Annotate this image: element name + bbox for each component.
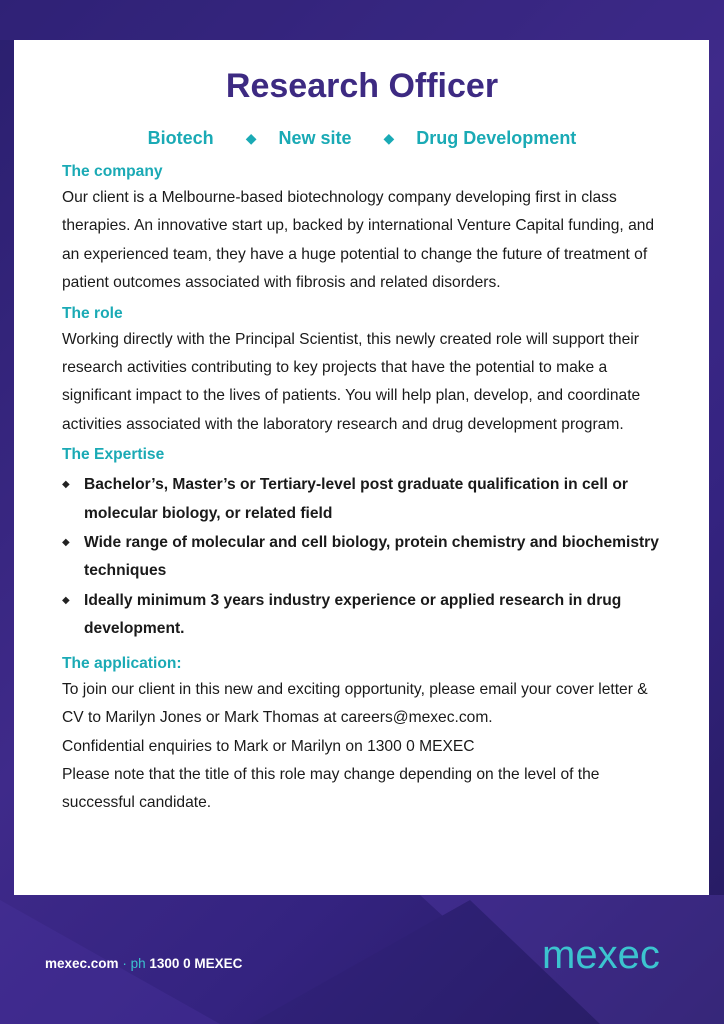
page-title: Research Officer bbox=[225, 67, 499, 105]
mexec-logo bbox=[540, 930, 680, 980]
diamond-bullet-icon: ◆ bbox=[62, 537, 70, 549]
tag-biotech: Biotech bbox=[147, 128, 214, 148]
application-enquiries: Confidential enquiries to Mark or Marilyn on 1300 0 MEXEC bbox=[62, 737, 475, 755]
diamond-separator-icon: ◆ bbox=[383, 130, 395, 146]
application-note: Please note that the title of this role may change depending on the level of the successful candidate. bbox=[62, 765, 600, 812]
role-heading: The role bbox=[62, 304, 123, 322]
diamond-bullet-icon: ◆ bbox=[62, 479, 70, 491]
expertise-heading: The Expertise bbox=[62, 446, 165, 464]
website-link[interactable]: mexec.com bbox=[45, 956, 119, 971]
list-item bbox=[62, 529, 672, 586]
application-heading: The application: bbox=[62, 654, 182, 672]
company-text: Our client is a Melbourne-based biotechnology company developing first in class therapies. An innovative start up, backed by international Venture Capital funding, and an experienced team, they have a huge potential to change the future of treatment of patient outcomes associated with fibrosis and related disorders. bbox=[62, 189, 655, 292]
logo-text: mexec bbox=[542, 933, 660, 977]
role-text: Working directly with the Principal Scientist, this newly created role will support their research activities contributing to key projects that have the potential to make a significant impact to the lives of patients. You will help plan, develop, and coordinate activities associated with the laboratory research and drug development program. bbox=[62, 330, 641, 433]
footer-contact bbox=[45, 956, 242, 971]
phone-label: ph bbox=[130, 956, 146, 971]
company-heading: The company bbox=[62, 163, 163, 180]
footer-separator: · bbox=[122, 956, 127, 971]
expertise-item-text: Bachelor’s, Master’s or Tertiary-level post graduate qualification in cell or molecular biology, or related field bbox=[84, 476, 628, 522]
diamond-separator-icon: ◆ bbox=[245, 130, 257, 146]
tag-new-site: New site bbox=[278, 128, 352, 148]
diamond-bullet-icon: ◆ bbox=[62, 594, 70, 606]
job-description bbox=[62, 160, 672, 818]
job-tags bbox=[0, 128, 724, 149]
application-text: To join our client in this new and exciting opportunity, please email your cover letter & CV to Marilyn Jones or Mark Thomas at careers@mexec.com. bbox=[62, 680, 648, 727]
expertise-item-text: Ideally minimum 3 years industry experience or applied research in drug development. bbox=[84, 591, 622, 638]
list-item bbox=[62, 587, 672, 644]
expertise-list bbox=[62, 471, 672, 643]
phone-number: 1300 0 MEXEC bbox=[149, 956, 243, 971]
tag-drug-development: Drug Development bbox=[416, 128, 577, 148]
list-item bbox=[62, 471, 672, 528]
expertise-item-text: Wide range of molecular and cell biology, protein chemistry and biochemistry techniques bbox=[84, 534, 659, 580]
